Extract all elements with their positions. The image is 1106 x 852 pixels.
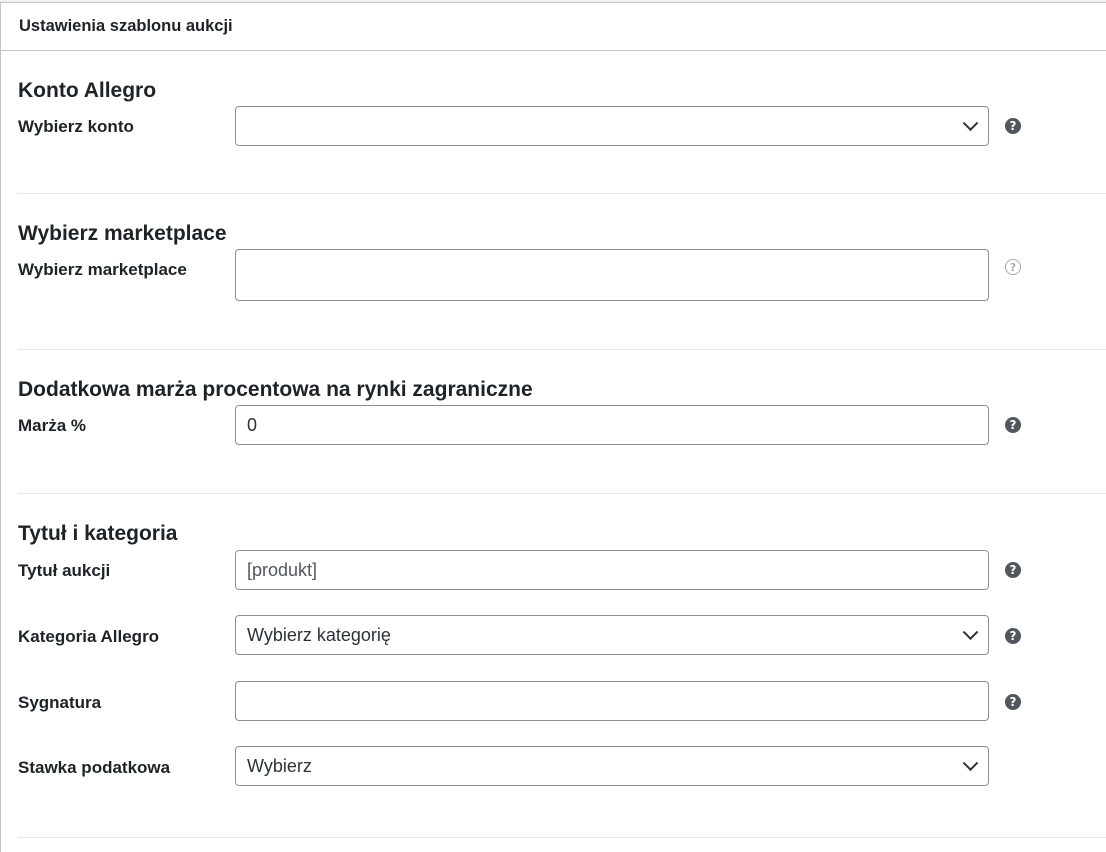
auction-template-settings-panel [0, 2, 1106, 852]
help-question-icon[interactable]: ? [1005, 562, 1021, 578]
help-question-icon[interactable]: ? [1005, 628, 1021, 644]
section-title-account: Konto Allegro [18, 79, 157, 102]
panel-title: Ustawienia szablonu aukcji [1, 3, 1106, 51]
auction-title-placeholder: [produkt] [247, 559, 318, 580]
tax-rate-select-value: Wybierz [247, 755, 312, 776]
section-title-category [18, 494, 1106, 838]
account-select[interactable] [235, 106, 989, 146]
signature-label: Sygnatura [18, 693, 102, 712]
marketplace-multiselect[interactable] [235, 249, 989, 301]
section-title-title-category: Tytuł i kategoria [18, 522, 178, 545]
section-title-marketplace: Wybierz marketplace [18, 222, 227, 245]
select-marketplace-label: Wybierz marketplace [18, 260, 187, 279]
help-question-icon[interactable]: ? [1005, 694, 1021, 710]
signature-input[interactable] [235, 681, 989, 721]
select-account-label: Wybierz konto [18, 117, 134, 136]
chevron-down-icon [963, 755, 979, 771]
chevron-down-icon [963, 115, 979, 131]
auction-title-label: Tytuł aukcji [18, 561, 111, 580]
help-question-icon[interactable]: ? [1005, 118, 1021, 134]
chevron-down-icon [963, 624, 979, 640]
auction-title-input[interactable] [235, 550, 989, 590]
margin-label: Marża % [18, 416, 87, 435]
help-question-icon[interactable]: ? [1005, 417, 1021, 433]
help-question-icon[interactable]: ? [1005, 259, 1021, 275]
category-select[interactable] [235, 615, 989, 655]
tax-rate-select[interactable] [235, 746, 989, 786]
section-account [18, 51, 1106, 194]
section-marketplace [18, 194, 1106, 350]
section-margin [18, 350, 1106, 494]
category-label: Kategoria Allegro [18, 627, 160, 646]
margin-input-value: 0 [247, 414, 258, 435]
margin-input[interactable] [235, 405, 989, 445]
category-select-value: Wybierz kategorię [247, 624, 391, 645]
section-title-margin: Dodatkowa marża procentowa na rynki zagraniczne [18, 378, 533, 401]
tax-rate-label: Stawka podatkowa [18, 758, 171, 777]
